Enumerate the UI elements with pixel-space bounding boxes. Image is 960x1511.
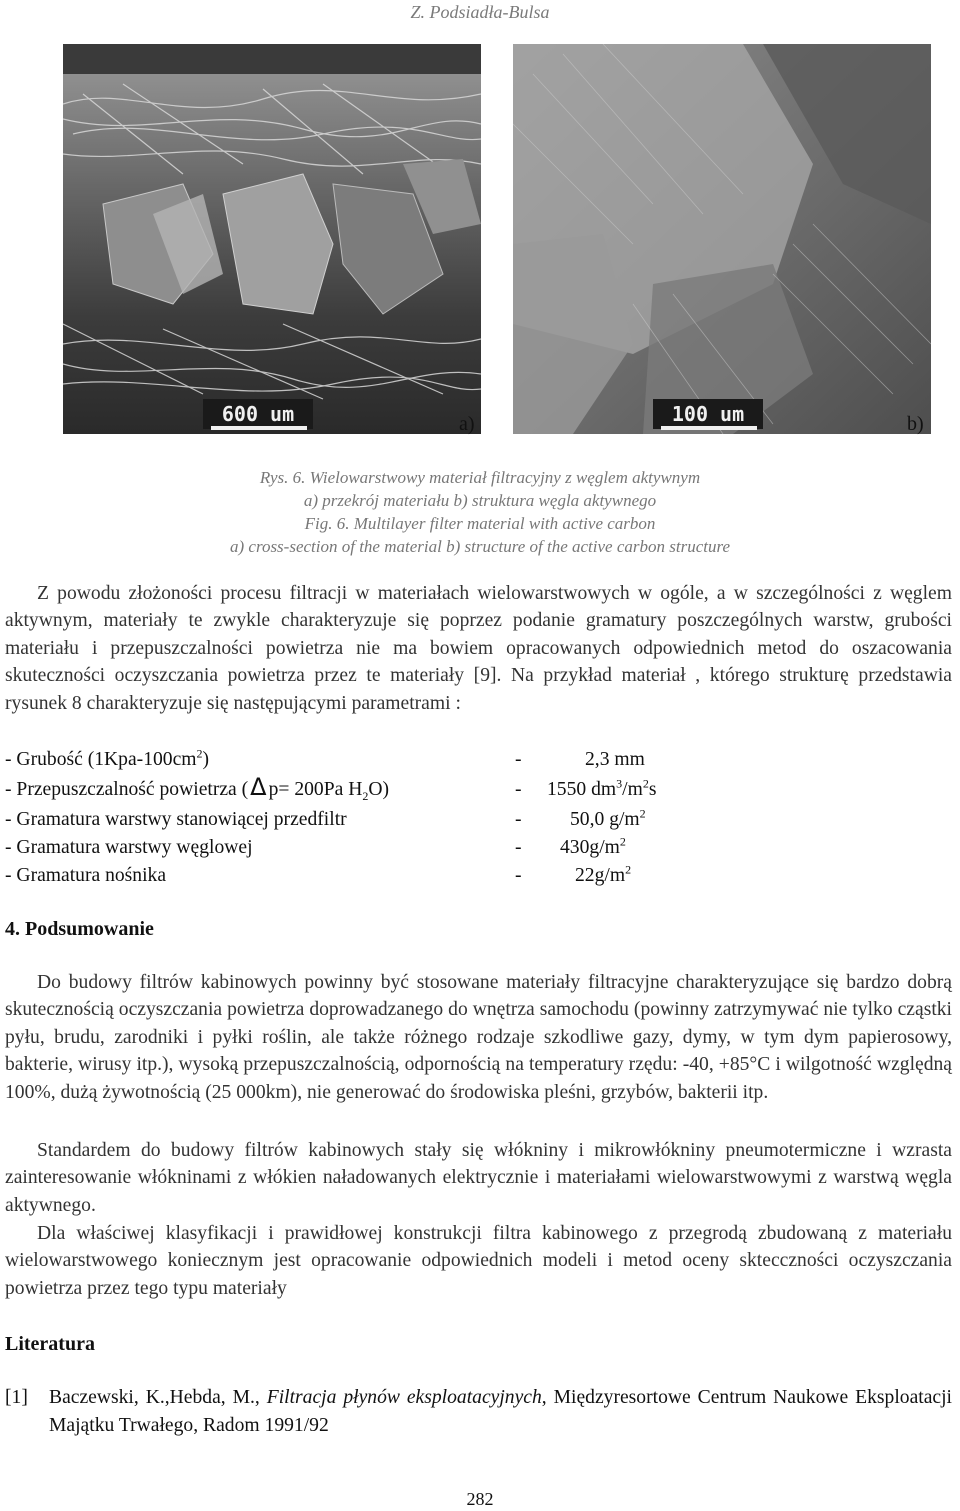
caption-en-line-2: a) cross-section of the material b) structure of the active carbon structure xyxy=(230,537,730,556)
summary-paragraph-2: Standardem do budowy filtrów kabinowych stały się włókniny i mikrowłókniny pneumotermiczne i wzrasta zainteresowanie włókninami z włókien naładowanych elektrycznie i materiałami wielowarstwowymi z warstwą węgla aktywnego. xyxy=(5,1140,952,1216)
delta-symbol: Δ xyxy=(250,773,267,801)
section-title-summary: 4. Podsumowanie xyxy=(5,918,154,940)
param-thickness: - Grubość $(1Kpa-100cm^2)$ - 2,3 mm xyxy=(5,746,645,770)
section-title-literature: Literatura xyxy=(5,1333,95,1355)
figure-caption xyxy=(0,466,960,558)
panel-label-a: a) xyxy=(459,413,475,435)
panel-label-b: b) xyxy=(907,413,924,435)
caption-en-line-1: Fig. 6. Multilayer filter material with active carbon xyxy=(304,514,656,533)
sem-image-cross-section xyxy=(63,44,481,434)
reference-title: Filtracja płynów eksploatacyjnych xyxy=(266,1387,542,1408)
caption-pl-line-2: a) przekrój materiału b) struktura węgla aktywnego xyxy=(303,491,657,510)
param-air-permeability: - Przepuszczalność powietrza (Δ p= 200Pa $H_2O$) - 1550 $dm^3/m^2s$ xyxy=(5,773,657,803)
param-carrier-weight: - Gramatura nośnika - $22g/m^2$ xyxy=(5,862,632,886)
page-number: 282 xyxy=(466,1489,494,1509)
scale-bar-a: 600 um xyxy=(221,402,295,426)
summary-paragraph-3: Dla właściwej klasyfikacji i prawidłowej konstrukcji filtra kabinowego z przegrodą zbudowaną z materiału wielowarstwowego koniecznym jest opracowanie odpowiednich modeli i metod oceny sktecczności oczyszczania powietrza przez tego typu materiały xyxy=(5,1223,952,1299)
caption-pl-line-1: Rys. 6. Wielowarstwowy materiał filtracyjny z węglem aktywnym xyxy=(259,468,701,487)
param-carbon-layer-weight: - Gramatura warstwy węglowej - $430g/m^2$ xyxy=(5,834,626,858)
scale-bar-b: 100 um xyxy=(671,402,745,426)
param-prefilter-weight: - Gramatura warstwy stanowiącej przedfiltr - 50,0 $g/m^2$ xyxy=(5,806,646,830)
intro-paragraph: Z powodu złożoności procesu filtracji w materiałach wielowarstwowych w ogóle, a w szczególności z węglem aktywnym, materiały te zwykle charakteryzuje się poprzez podanie gramatury poszczególnych warstw, grubości materiału i przepuszczalności powietrza nie ma bowiem opracowanych odpowiednich metod do oszacowania skuteczności oczyszczania powietrza przez te materiały [9]. Na przykład materiał , którego strukturę przedstawia rysunek 8 charakteryzuje się następującymi parametrami : xyxy=(5,583,952,714)
running-head: Z. Podsiadła-Bulsa xyxy=(410,2,550,22)
sem-image-carbon-structure xyxy=(513,44,931,434)
summary-paragraph-1: Do budowy filtrów kabinowych powinny być stosowane materiały filtracyjne charakteryzujące się bardzo dobrą skutecznością oczyszczania powietrza doprowadzanego do wnętrza samochodu (powinny zatrzymywać nie tylko cząstki pyłu, brudu, zarodniki i pyłki roślin, ale także różnego rodzaje szkodliwe gazy, dymy, w tym dym papierosowy, bakterie, wirusy itp.), wysoką przepuszczalnością, odpornością na temperatury rzędu: -40, +85°C i wilgotność względną 100%, dużą żywotnością (25 000km), nie generować do środowiska pleśni, grzybów, bakterii itp. xyxy=(5,972,952,1103)
reference-1: [1] Baczewski, K.,Hebda, M., Filtracja płynów eksploatacyjnych, Międzyresortowe Centrum Naukowe Eksploatacji Majątku Trwałego, Radom 1991/92 xyxy=(5,1384,952,1440)
reference-number: [1] xyxy=(5,1387,28,1408)
